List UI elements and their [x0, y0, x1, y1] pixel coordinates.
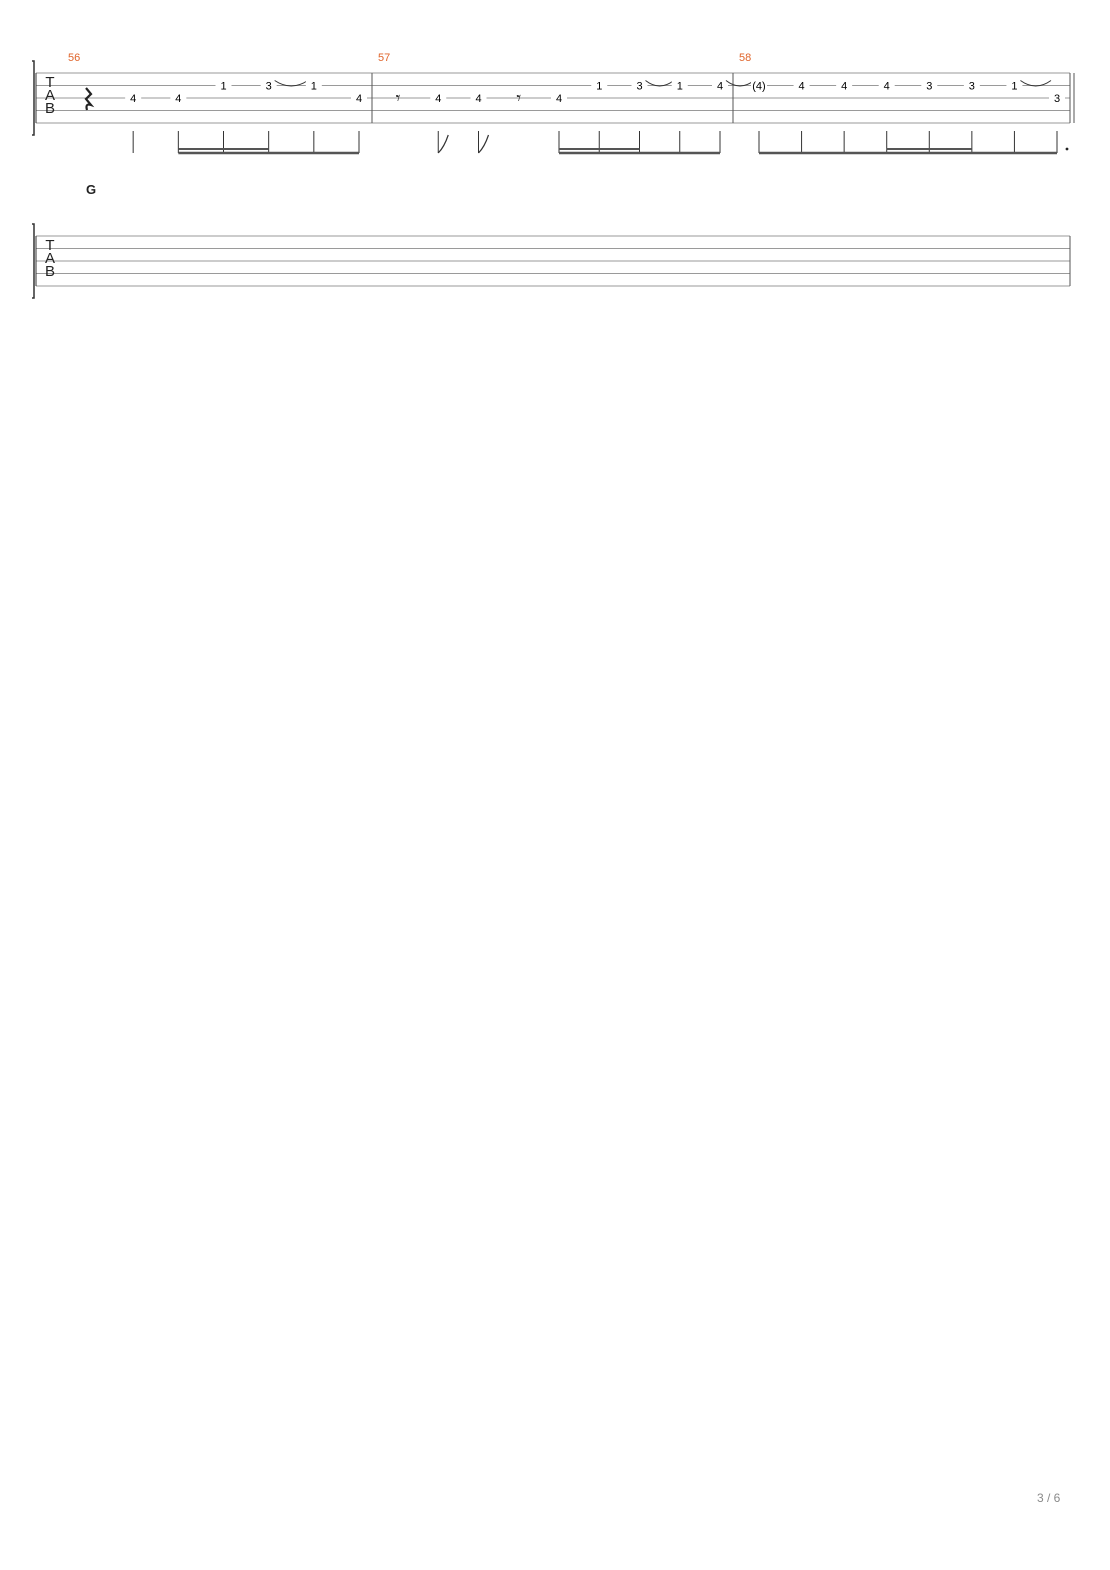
- fret-number: 4: [798, 80, 805, 93]
- note-flag: [479, 135, 489, 153]
- fret-number: 3: [926, 80, 933, 93]
- measure-number: 57: [378, 52, 391, 64]
- rhythm-dot: [1066, 148, 1069, 151]
- tab-clef-letter: A: [44, 250, 56, 267]
- note-flag: [438, 135, 448, 153]
- fret-number: 4: [555, 93, 563, 105]
- measure-number: 56: [68, 52, 81, 64]
- fret-number: 4: [175, 93, 182, 105]
- fret-number: 4: [475, 93, 482, 105]
- tab-clef-letter: B: [44, 100, 56, 117]
- fret-number: 4: [883, 80, 890, 93]
- tab-clef-letter: T: [45, 74, 55, 91]
- fret-number: 1: [1011, 80, 1018, 93]
- tab-clef-letter: A: [44, 87, 56, 104]
- eighth-rest: 𝄾: [516, 88, 522, 108]
- section-label: G: [86, 182, 97, 197]
- fret-number: 3: [968, 80, 975, 93]
- eighth-rest: 𝄾: [395, 88, 401, 108]
- fret-number: 1: [220, 80, 227, 93]
- fret-number: (4): [752, 80, 766, 93]
- fret-number: 4: [130, 93, 137, 105]
- system-bracket: [32, 61, 34, 135]
- quarter-rest: [86, 88, 91, 110]
- fret-number: 4: [841, 80, 848, 93]
- fret-number: 3: [265, 80, 272, 93]
- fret-number: 4: [355, 93, 363, 105]
- fret-number: 1: [596, 80, 603, 93]
- tab-clef-letter: T: [45, 237, 55, 254]
- system-bracket: [32, 224, 34, 298]
- fret-number: 3: [1053, 93, 1061, 105]
- fret-number: 4: [716, 80, 724, 93]
- fret-number: 1: [310, 80, 317, 93]
- fret-number: 3: [636, 80, 643, 93]
- fret-number: 4: [435, 93, 442, 105]
- page-number: 3 / 6: [1037, 1491, 1061, 1505]
- tab-clef-letter: B: [44, 263, 56, 280]
- fret-number: 1: [676, 80, 683, 93]
- measure-number: 58: [739, 52, 752, 64]
